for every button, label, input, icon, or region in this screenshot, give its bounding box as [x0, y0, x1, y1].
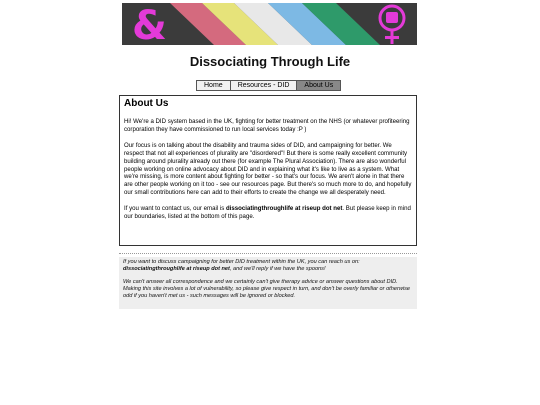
footer-boundaries: We can't answer all correspondence and we certainly can't give therapy advice or answer questions about DID. Making this site involves a lot of vulnerability, so please give respect in turn, and don't be overly familiar or otherwise odd if you haven't met us - such messages will be ignored or blocked.	[123, 279, 411, 299]
about-heading: About Us	[124, 98, 169, 109]
about-focus: Our focus is on talking about the disability and trauma sides of DID, and campaigning for better. We respect that not all experiences of plurality are "disordered"! But there is some really excellent community building around plurality already out there (for example The Plural Association). There are also wonderful people working on online advocacy about DID and in explaining what it's like to live as a system. What we're missing, is more content about fighting for better - so that's our focus. We aren't alone in that there are other people working on it too - see our resources page. But there's so much more to do, and hopefully our small contributions here can add to their efforts to create the change we all desperately need.	[124, 141, 412, 197]
contact-text-pre: If you want to contact us, our email is	[124, 205, 226, 213]
footer-contact	[123, 259, 413, 273]
nav-about-link[interactable]: About Us	[297, 81, 340, 90]
contact-email: dissociatingthroughlife at riseup dot net	[225, 205, 343, 213]
site-title: Dissociating Through Life	[189, 54, 351, 69]
footer-email: dissociatingthroughlife at riseup dot net	[123, 266, 230, 272]
ampersand-icon: &	[132, 3, 167, 45]
footer-notice	[119, 257, 417, 309]
about-contact	[124, 205, 412, 221]
nav-home-link[interactable]: Home	[197, 81, 231, 90]
about-section	[119, 95, 417, 246]
about-intro: Hi! We're a DID system based in the UK, fighting for better treatment on the NHS (or whatever profiteering corporation they have commissioned to run local services today :P )	[124, 118, 410, 133]
footer-text-post: , and we'll reply if we have the spoons!	[229, 266, 326, 272]
banner-graphic	[122, 3, 417, 45]
footer-divider	[119, 253, 417, 254]
contact-text-post: . But please keep in mind our boundaries, listed at the bottom of this page.	[124, 205, 411, 221]
footer-text-pre: If you want to discuss campaigning for better DID treatment within the UK, you can reach us on:	[123, 259, 360, 265]
nav-resources-link[interactable]: Resources - DID	[231, 81, 298, 90]
site-banner	[122, 3, 417, 45]
main-nav	[196, 80, 341, 91]
